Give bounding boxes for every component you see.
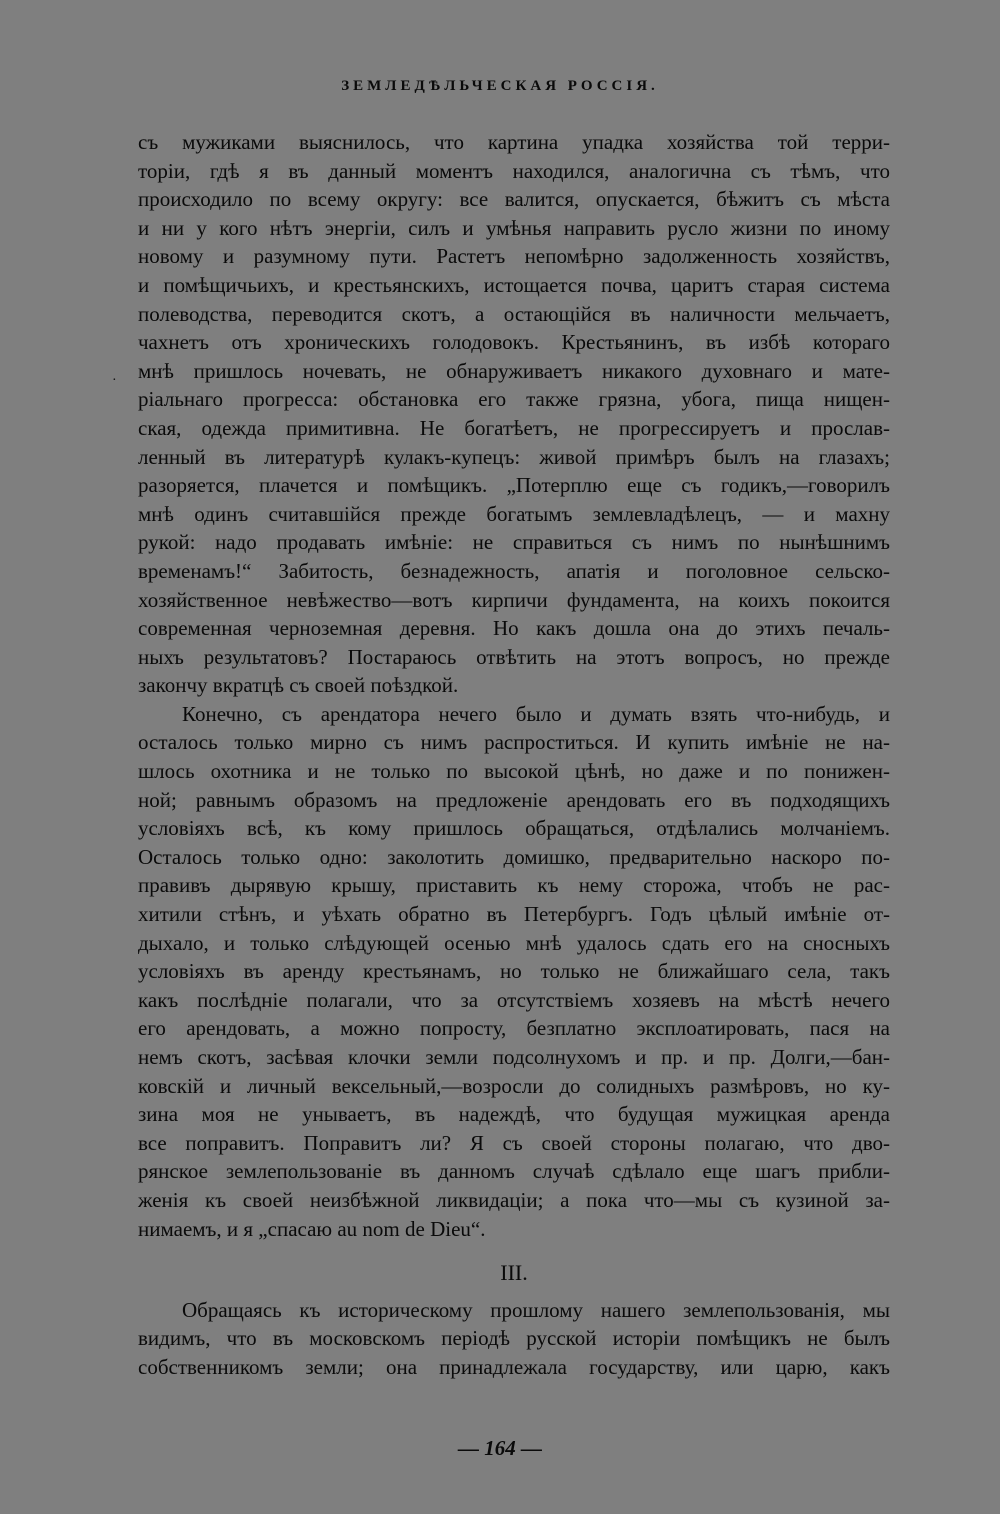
text-line: ріальнаго прогресса: обстановка его также грязна, убога, пища нищен- <box>138 387 890 412</box>
text-line: полеводства, переводится скотъ, а остающійся въ наличности мельчаетъ, <box>138 301 890 326</box>
text-line: и ни у кого нѣтъ энергіи, силъ и умѣнья направить русло жизни по иному <box>138 215 890 240</box>
text-line: мнѣ пришлось ночевать, не обнаруживаетъ никакого духовнаго и мате- <box>138 358 890 383</box>
text-line: ская, одежда примитивна. Не богатѣетъ, не прогрессируетъ и прослав- <box>138 415 890 440</box>
text-line: рянское землепользованіе въ данномъ случаѣ сдѣлало еще шагъ прибли- <box>138 1159 890 1184</box>
text-line: хитили стѣнъ, и уѣхать обратно въ Петербургъ. Годъ цѣлый имѣніе от- <box>138 902 890 927</box>
text-line: чахнетъ отъ хроническихъ голодовокъ. Крестьянинъ, въ избѣ котораго <box>138 330 890 355</box>
text-line: Обращаясь къ историческому прошлому нашего землепользованія, мы <box>182 1297 890 1322</box>
text-line: условіяхъ всѣ, къ кому пришлось обращаться, отдѣлались молчаніемъ. <box>138 816 890 841</box>
text-line: закончу вкратцѣ съ своей поѣздкой. <box>138 673 459 698</box>
text-line: собственникомъ земли; она принадлежала государству, или царю, какъ <box>138 1354 890 1379</box>
text-line: осталось только мирно съ нимъ распроститься. И купить имѣніе не на- <box>138 730 890 755</box>
text-line: ленный въ литературѣ кулакъ-купецъ: живой примѣръ былъ на глазахъ; <box>138 444 890 469</box>
text-line: Осталось только одно: заколотить домишко, предварительно наскоро по- <box>138 844 890 869</box>
text-line: происходило по всему округу: все валится, опускается, бѣжитъ съ мѣста <box>138 187 890 212</box>
text-line: хозяйственное невѣжество—вотъ кирпичи фундамента, на коихъ покоится <box>138 587 890 612</box>
text-line: торіи, гдѣ я въ данный моментъ находился, аналогична съ тѣмъ, что <box>138 158 890 183</box>
text-line: его арендовать, а можно попросту, безплатно эксплоатировать, пася на <box>138 1016 890 1041</box>
paragraph-1 <box>138 128 890 700</box>
text-line: рукой: надо продавать имѣніе: не справиться съ нимъ по нынѣшнимъ <box>138 530 890 555</box>
paragraph-2 <box>138 700 890 1243</box>
text-line: ной; равнымъ образомъ на предложеніе арендовать его въ подходящихъ <box>138 787 890 812</box>
text-line: Конечно, съ арендатора нечего было и думать взять что-нибудь, и <box>182 701 890 726</box>
text-line: немъ скотъ, засѣвая клочки земли подсолнухомъ и пр. и пр. Долги,—бан- <box>138 1045 890 1069</box>
text-line: условіяхъ въ аренду крестьянамъ, но только не ближайшаго села, такъ <box>138 959 890 984</box>
body-text <box>138 128 890 1382</box>
paragraph-3 <box>138 1296 890 1382</box>
text-line: разоряется, плачется и помѣщикъ. „Потерплю еще съ годикъ,—говорилъ <box>138 473 890 498</box>
text-line: зина моя не унываетъ, въ надеждѣ, что будущая мужицкая аренда <box>138 1102 890 1127</box>
text-line: видимъ, что въ московскомъ періодѣ русской исторіи помѣщикъ не былъ <box>138 1326 890 1351</box>
text-line: новому и разумному пути. Растетъ непомѣрно задолженность хозяйствъ, <box>138 244 890 269</box>
text-line: современная черноземная деревня. Но какъ дошла она до этихъ печаль- <box>138 616 890 641</box>
text-line: нимаемъ, и я „спасаю au nom de Dieu“. <box>138 1216 486 1241</box>
text-line: шлось охотника и не только по высокой цѣнѣ, но даже и по понижен- <box>138 759 890 784</box>
text-line: мнѣ одинъ считавшійся прежде богатымъ землевладѣлецъ, — и махну <box>138 501 890 526</box>
margin-dot: · <box>112 373 117 388</box>
text-line: временамъ!“ Забитость, безнадежность, апатія и поголовное сельско- <box>138 558 890 583</box>
text-line: и помѣщичьихъ, и крестьянскихъ, истощается почва, царитъ старая система <box>138 272 890 297</box>
section-heading: III. <box>500 1260 528 1286</box>
text-line: правивъ дырявую крышу, приставить къ нему сторожа, чтобъ не рас- <box>138 873 890 898</box>
text-line: все поправитъ. Поправитъ ли? Я съ своей стороны полагаю, что дво- <box>138 1130 890 1155</box>
text-line: съ мужиками выяснилось, что картина упадка хозяйства той терри- <box>138 130 890 154</box>
text-line: ныхъ результатовъ? Постараюсь отвѣтить на этотъ вопросъ, но прежде <box>138 644 890 669</box>
page-number: — 164 — <box>458 1436 542 1460</box>
running-head: ЗЕМЛЕДѢЛЬЧЕСКАЯ РОССІЯ. <box>341 78 659 94</box>
text-line: женія къ своей неизбѣжной ликвидаціи; а пока что—мы съ кузиной за- <box>138 1187 890 1212</box>
text-line: какъ послѣдніе полагали, что за отсутствіемъ хозяевъ на мѣстѣ нечего <box>138 987 890 1012</box>
text-line: ковскій и личный вексельный,—возросли до солидныхъ размѣровъ, но ку- <box>138 1073 890 1098</box>
text-line: дыхало, и только слѣдующей осенью мнѣ удалось сдать его на сносныхъ <box>138 930 890 955</box>
